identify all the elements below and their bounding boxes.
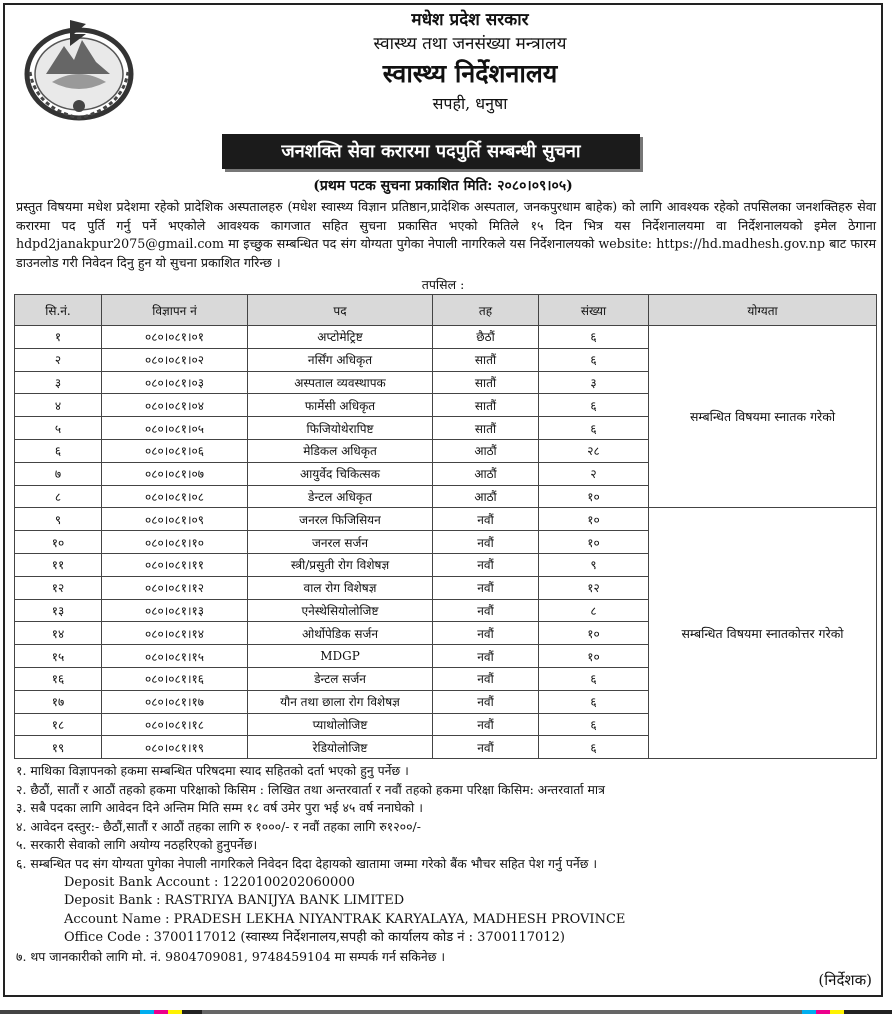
cell-count: ६	[539, 326, 649, 349]
cell-serial: १४	[15, 622, 102, 645]
table-caption: तपसिल :	[421, 277, 465, 292]
bank-name: Deposit Bank : RASTRIYA BANIJYA BANK LIMITED	[64, 893, 405, 909]
cell-level: आठौं	[433, 439, 539, 462]
cell-post: प्याथोलोजिष्ट	[248, 713, 433, 736]
notice-title: जनशक्ति सेवा करारमा पदपुर्ति सम्बन्धी सुचना	[222, 134, 640, 169]
vacancy-table	[14, 294, 877, 759]
strip-segment	[816, 1010, 830, 1014]
cell-ad-number: ०८०।०८१।०९	[102, 508, 248, 531]
cell-level: नवौं	[433, 553, 539, 576]
cell-post: मेडिकल अधिकृत	[248, 439, 433, 462]
strip-segment	[154, 1010, 168, 1014]
strip-segment	[0, 1010, 140, 1014]
strip-segment	[140, 1010, 154, 1014]
note-item: २. छैठौं, सातौं र आठौं तहको हकमा परिक्षाको किसिम : लिखित तथा अन्तरवार्ता र नवौं तहको हकमा परिक्षा किसिम: अन्तरवार्ता मात्र	[16, 781, 605, 797]
note-item: ४. आवेदन दस्तुर:- छैठौं,सातौं र आठौं तहका लागि रु १०००/- र नवौं तहका लागि रु१२००/-	[16, 818, 421, 834]
cell-count: ९	[539, 553, 649, 576]
cell-serial: १२	[15, 576, 102, 599]
table-header-row	[15, 295, 877, 326]
cell-count: ६	[539, 394, 649, 417]
intro-paragraph: प्रस्तुत विषयमा मधेश प्रदेशमा रहेको प्रादेशिक अस्पतालहरु (मधेश स्वास्थ्य विज्ञान प्रतिष्ठान,प्रादेशिक अस्पताल, जनकपुरधाम बाहेक) को लागि आवश्यक रहेको तपसिलका जनशक्तिहरु सेवा करारमा पद पुर्ति गर्नु पर्ने भएकोले आवश्यक कागजात सहित सुचना प्रकासित भएको मितिले १५ दिन भित्र यस निर्देशनालयमा वा निर्देशनालयको इमेल ठेगाना hdpd2janakpur2075@gmail.com मा इच्छुक सम्बन्धित पद संग योग्यता पुगेका नेपाली नागरिकले यस निर्देशनालयको website: https://hd.madhesh.gov.np बाट फारम डाउनलोड गरी निवेदन दिनु हुन यो सुचना प्रकाशित गरिन्छ ।	[16, 199, 876, 270]
cell-count: ३	[539, 371, 649, 394]
cell-serial: १८	[15, 713, 102, 736]
cell-count: ६	[539, 736, 649, 759]
cell-post: ओर्थोपेडिक सर्जन	[248, 622, 433, 645]
note-item: ७. थप जानकारीको लागि मो. नं. 9804709081, 9748459104 मा सम्पर्क गर्न सकिनेछ ।	[16, 948, 446, 964]
header-post: पद	[248, 295, 433, 326]
directorate-name: स्वास्थ्य निर्देशनालय	[382, 59, 558, 88]
cell-serial: १६	[15, 667, 102, 690]
cell-ad-number: ०८०।०८१।०३	[102, 371, 248, 394]
cell-count: १०	[539, 622, 649, 645]
publish-date: (प्रथम पटक सुचना प्रकाशित मिति: २०८०।०९।०५)	[313, 178, 573, 194]
cell-ad-number: ०८०।०८१।१८	[102, 713, 248, 736]
strip-segment	[802, 1010, 816, 1014]
cell-level: नवौं	[433, 531, 539, 554]
cell-post: MDGP	[248, 645, 433, 668]
cell-level: नवौं	[433, 736, 539, 759]
cell-ad-number: ०८०।०८१।०७	[102, 462, 248, 485]
cell-level: नवौं	[433, 599, 539, 622]
cell-serial: १९	[15, 736, 102, 759]
province-government: मधेश प्रदेश सरकार	[411, 10, 529, 30]
cell-serial: ४	[15, 394, 102, 417]
cell-ad-number: ०८०।०८१।०१	[102, 326, 248, 349]
cell-count: २८	[539, 439, 649, 462]
cell-serial: ८	[15, 485, 102, 508]
cell-level: नवौं	[433, 508, 539, 531]
signature: (निर्देशक)	[818, 971, 872, 989]
header-qualification: योग्यता	[649, 295, 877, 326]
cell-level: सातौं	[433, 394, 539, 417]
cell-serial: १३	[15, 599, 102, 622]
cell-ad-number: ०८०।०८१।०२	[102, 348, 248, 371]
cell-ad-number: ०८०।०८१।१५	[102, 645, 248, 668]
cell-post: अस्पताल व्यवस्थापक	[248, 371, 433, 394]
cell-level: नवौं	[433, 576, 539, 599]
cell-post: डेन्टल अधिकृत	[248, 485, 433, 508]
note-item: ६. सम्बन्धित पद संग योग्यता पुगेका नेपाली नागरिकले निवेदन दिदा देहायको खातामा जम्मा गरेको बैंक भौचर सहित पेश गर्नु पर्नेछ ।	[16, 855, 598, 871]
cell-count: १०	[539, 645, 649, 668]
cell-ad-number: ०८०।०८१।१६	[102, 667, 248, 690]
header-serial: सि.नं.	[15, 295, 102, 326]
cell-post: जनरल सर्जन	[248, 531, 433, 554]
cell-serial: ५	[15, 417, 102, 440]
cell-ad-number: ०८०।०८१।११	[102, 553, 248, 576]
office-header	[200, 8, 740, 116]
cell-level: सातौं	[433, 417, 539, 440]
cell-post: फिजियोथेरापिष्ट	[248, 417, 433, 440]
office-code: Office Code : 3700117012 (स्वास्थ्य निर्देशनालय,सपही को कार्यालय कोड नं : 3700117012)	[64, 930, 565, 946]
cell-level: नवौं	[433, 713, 539, 736]
cell-count: ८	[539, 599, 649, 622]
cell-post: रेडियोलोजिष्ट	[248, 736, 433, 759]
cell-post: स्त्री/प्रसुती रोग विशेषज्ञ	[248, 553, 433, 576]
nepal-government-emblem-icon	[16, 12, 142, 124]
note-item: १. माथिका विज्ञापनको हकमा सम्बन्धित परिषदमा स्याद सहितको दर्ता भएको हुनु पर्नेछ ।	[16, 763, 409, 778]
cell-serial: ७	[15, 462, 102, 485]
strip-segment	[182, 1010, 202, 1014]
cell-ad-number: ०८०।०८१।०८	[102, 485, 248, 508]
cell-ad-number: ०८०।०८१।१४	[102, 622, 248, 645]
cell-ad-number: ०८०।०८१।०६	[102, 439, 248, 462]
cell-post: नर्सिंग अधिकृत	[248, 348, 433, 371]
cell-ad-number: ०८०।०८१।१०	[102, 531, 248, 554]
cell-level: आठौं	[433, 462, 539, 485]
cell-level: सातौं	[433, 371, 539, 394]
cell-ad-number: ०८०।०८१।०४	[102, 394, 248, 417]
cell-count: १०	[539, 508, 649, 531]
cell-serial: १०	[15, 531, 102, 554]
cell-post: फार्मेसी अधिकृत	[248, 394, 433, 417]
account-name: Account Name : PRADESH LEKHA NIYANTRAK KARYALAYA, MADHESH PROVINCE	[64, 911, 626, 927]
note-item: ३. सबै पदका लागि आवेदन दिने अन्तिम मिति सम्म १८ वर्ष उमेर पुरा भई ४५ वर्ष ननाघेको ।	[16, 800, 423, 816]
cell-count: ६	[539, 417, 649, 440]
cell-level: नवौं	[433, 645, 539, 668]
cell-ad-number: ०८०।०८१।१३	[102, 599, 248, 622]
bank-account: Deposit Bank Account : 1220100202060000	[64, 874, 355, 890]
cell-level: नवौं	[433, 622, 539, 645]
header-ad-number: विज्ञापन नं	[102, 295, 248, 326]
cell-level: छैठौं	[433, 326, 539, 349]
cell-post: आयुर्वेद चिकित्सक	[248, 462, 433, 485]
cell-qualification: सम्बन्धित विषयमा स्नातकोत्तर गरेको	[649, 508, 877, 759]
cell-post: जनरल फिजिसियन	[248, 508, 433, 531]
strip-segment	[168, 1010, 182, 1014]
color-registration-strip	[0, 1010, 892, 1014]
cell-serial: ६	[15, 439, 102, 462]
cell-post: एनेस्थेसियोलोजिष्ट	[248, 599, 433, 622]
header-level: तह	[433, 295, 539, 326]
note-item: ५. सरकारी सेवाको लागि अयोग्य नठहरिएको हुनुपर्नेछ।	[16, 837, 258, 853]
cell-count: ६	[539, 713, 649, 736]
strip-segment	[844, 1010, 892, 1014]
cell-post: यौन तथा छाला रोग विशेषज्ञ	[248, 690, 433, 713]
strip-segment	[830, 1010, 844, 1014]
cell-level: नवौं	[433, 690, 539, 713]
cell-count: ६	[539, 348, 649, 371]
cell-ad-number: ०८०।०८१।०५	[102, 417, 248, 440]
cell-count: १०	[539, 531, 649, 554]
cell-serial: १७	[15, 690, 102, 713]
cell-post: डेन्टल सर्जन	[248, 667, 433, 690]
strip-segment	[202, 1010, 802, 1014]
cell-serial: ११	[15, 553, 102, 576]
cell-post: अप्टोमेट्रिष्ट	[248, 326, 433, 349]
table-row	[15, 508, 877, 531]
cell-ad-number: ०८०।०८१।१२	[102, 576, 248, 599]
table-row	[15, 326, 877, 349]
office-location: सपही, धनुषा	[432, 94, 508, 113]
cell-serial: १	[15, 326, 102, 349]
cell-count: ६	[539, 690, 649, 713]
cell-ad-number: ०८०।०८१।१७	[102, 690, 248, 713]
cell-level: नवौं	[433, 667, 539, 690]
cell-serial: ३	[15, 371, 102, 394]
cell-ad-number: ०८०।०८१।१९	[102, 736, 248, 759]
cell-serial: १५	[15, 645, 102, 668]
cell-qualification: सम्बन्धित विषयमा स्नातक गरेको	[649, 326, 877, 508]
cell-serial: ९	[15, 508, 102, 531]
cell-post: वाल रोग विशेषज्ञ	[248, 576, 433, 599]
cell-level: सातौं	[433, 348, 539, 371]
cell-count: १२	[539, 576, 649, 599]
cell-count: १०	[539, 485, 649, 508]
cell-count: २	[539, 462, 649, 485]
cell-serial: २	[15, 348, 102, 371]
notes-section	[16, 762, 878, 967]
ministry-name: स्वास्थ्य तथा जनसंख्या मन्त्रालय	[373, 34, 567, 54]
cell-count: ६	[539, 667, 649, 690]
header-count: संख्या	[539, 295, 649, 326]
cell-level: आठौं	[433, 485, 539, 508]
